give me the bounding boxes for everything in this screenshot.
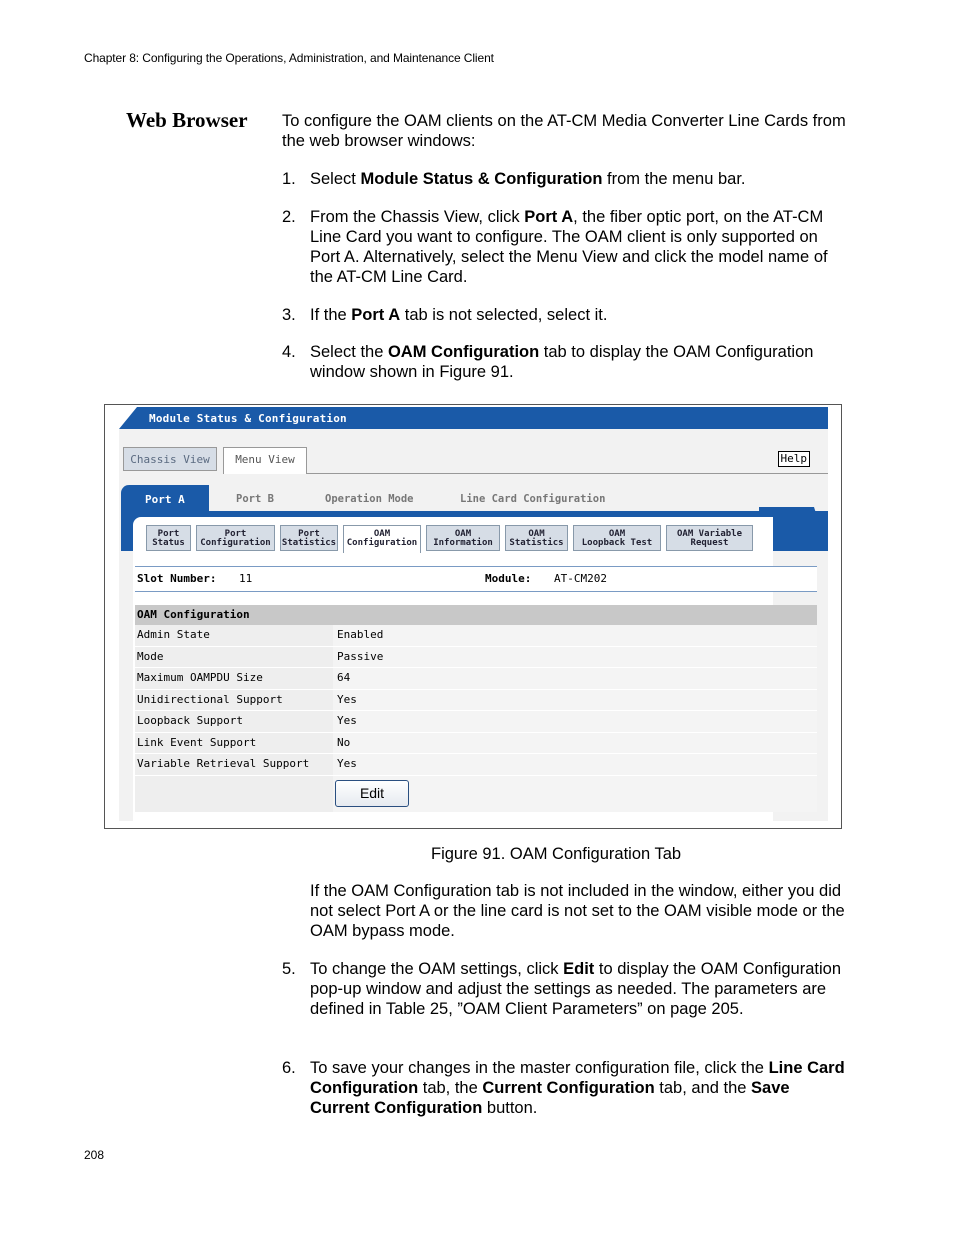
edit-row (135, 776, 817, 812)
tab-port-status[interactable]: Port Status (146, 525, 191, 551)
step-number: 2. (282, 208, 296, 226)
table-title: OAM Configuration (135, 605, 817, 625)
tab-port-a[interactable]: Port A (121, 485, 209, 511)
figure-caption: Figure 91. OAM Configuration Tab (431, 845, 682, 863)
slot-number-label: Slot Number: (137, 572, 217, 585)
window-titlebar (119, 407, 828, 429)
table-row: Maximum OAMPDU Size 64 (135, 668, 817, 690)
chapter-header: Chapter 8: Configuring the Operations, Administration, and Maintenance Client (84, 51, 494, 65)
slot-module-row (135, 566, 817, 592)
intro-paragraph: To configure the OAM clients on the AT-CM Media Converter Line Cards from the web browser windows: (282, 112, 846, 150)
tab-oam-configuration[interactable]: OAM Configuration (343, 525, 421, 553)
tab-port-b[interactable]: Port B (236, 493, 274, 505)
tab-oam-statistics[interactable]: OAM Statistics (505, 525, 568, 551)
table-row: Mode Passive (135, 647, 817, 669)
table-row: Variable Retrieval Support Yes (135, 754, 817, 776)
tab-divider (307, 473, 828, 474)
step-number: 5. (282, 960, 296, 978)
slot-number-value: 11 (239, 572, 253, 585)
tab-line-card-configuration[interactable]: Line Card Configuration (460, 493, 606, 505)
help-button[interactable]: Help (778, 451, 811, 467)
table-row: Admin State Enabled (135, 625, 817, 647)
section-title: Web Browser (126, 108, 248, 132)
tab-port-configuration[interactable]: Port Configuration (196, 525, 275, 551)
module-value: AT-CM202 (554, 572, 607, 585)
step-number: 4. (282, 343, 296, 361)
figure-screenshot (104, 404, 842, 829)
oam-window (119, 407, 828, 821)
tab-port-statistics[interactable]: Port Statistics (280, 525, 338, 551)
step-number: 6. (282, 1059, 296, 1077)
table-row: Link Event Support No (135, 733, 817, 755)
tab-operation-mode[interactable]: Operation Mode (325, 493, 414, 505)
menu-view-tab[interactable]: Menu View (223, 447, 307, 474)
table-row: Loopback Support Yes (135, 711, 817, 733)
tab-oam-information[interactable]: OAM Information (426, 525, 500, 551)
module-label: Module: (485, 572, 532, 585)
after-figure-paragraph: If the OAM Configuration tab is not included in the window, either you did not select Port A or the line card is not set to the OAM visible mode or the OAM bypass mode. (310, 882, 845, 940)
port-tabs (119, 485, 828, 511)
tab-oam-variable-request[interactable]: OAM Variable Request (666, 525, 753, 551)
chassis-view-tab[interactable]: Chassis View (123, 447, 217, 471)
step-number: 1. (282, 170, 296, 188)
tab-oam-loopback-test[interactable]: OAM Loopback Test (573, 525, 661, 551)
page-number: 208 (84, 1148, 105, 1162)
step-number: 3. (282, 306, 296, 324)
table-row: Unidirectional Support Yes (135, 690, 817, 712)
oam-configuration-table (135, 605, 817, 812)
edit-button[interactable]: Edit (335, 780, 409, 807)
window-title: Module Status & Configuration (149, 412, 347, 425)
